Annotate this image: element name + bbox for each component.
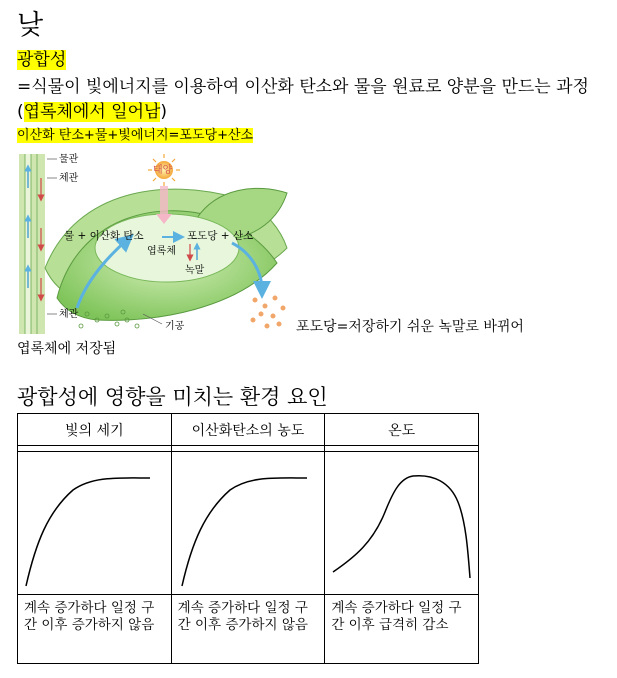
- glucose-dots: [251, 296, 286, 329]
- label-starch: 녹말: [185, 265, 205, 276]
- photosynthesis-heading: [17, 48, 66, 72]
- header-co2-concentration: 이산화탄소의 농도: [171, 414, 325, 446]
- photosynthesis-heading-text: 광합성: [17, 50, 67, 70]
- factors-header-row: [18, 414, 479, 446]
- header-light-intensity: 빛의 세기: [18, 414, 172, 446]
- label-sun: 태양: [153, 165, 173, 176]
- label-phloem-top: 체관: [59, 173, 79, 184]
- label-reactants: 물 + 이산화 탄소: [64, 230, 144, 242]
- storage-note-line2: 엽록체에 저장됨: [17, 341, 117, 357]
- photosynthesis-diagram: [17, 148, 299, 335]
- desc-light-intensity: 계속 증가하다 일정 구간 이후 증가하지 않음: [18, 595, 172, 664]
- graph-co2-concentration: [171, 452, 325, 595]
- label-products: 포도당 + 산소: [187, 230, 254, 242]
- equation-text: 이산화 탄소+물+빛에너지=포도당+산소: [17, 128, 254, 143]
- curve-temperature: [325, 452, 478, 590]
- label-stoma: 기공: [165, 321, 185, 332]
- stem: [19, 154, 45, 334]
- header-temperature: 온도: [325, 414, 479, 446]
- graph-light-intensity: [18, 452, 172, 595]
- factors-heading: 광합성에 영향을 미치는 환경 요인: [17, 385, 328, 409]
- graph-temperature: [325, 452, 479, 595]
- factors-desc-row: [18, 595, 479, 664]
- desc-co2-concentration: 계속 증가하다 일정 구간 이후 증가하지 않음: [171, 595, 325, 664]
- definition-highlight: 엽록체에서 일어남: [23, 102, 161, 122]
- light-beam: [160, 186, 168, 216]
- curve-light-intensity: [18, 452, 171, 590]
- factors-graph-row: [18, 452, 479, 595]
- label-phloem-bottom: 체관: [59, 309, 79, 320]
- label-xylem: 물관: [59, 154, 79, 165]
- storage-note-line1: 포도당=저장하기 쉬운 녹말로 바뀌어: [296, 319, 524, 335]
- factors-table: [17, 413, 479, 664]
- definition-prefix: =식물이 빛에너지를 이용하여 이산화 탄소와 물을 원료로 양분을 만드는 과정 (: [17, 77, 589, 122]
- definition-suffix: ): [160, 102, 168, 122]
- photosynthesis-definition: [17, 75, 613, 125]
- desc-temperature: 계속 증가하다 일정 구간 이후 급격히 감소: [325, 595, 479, 664]
- page-title: 낮: [17, 10, 44, 41]
- curve-co2-concentration: [172, 452, 325, 590]
- label-chloroplast: 엽록체: [147, 246, 176, 257]
- photosynthesis-equation: [17, 127, 253, 145]
